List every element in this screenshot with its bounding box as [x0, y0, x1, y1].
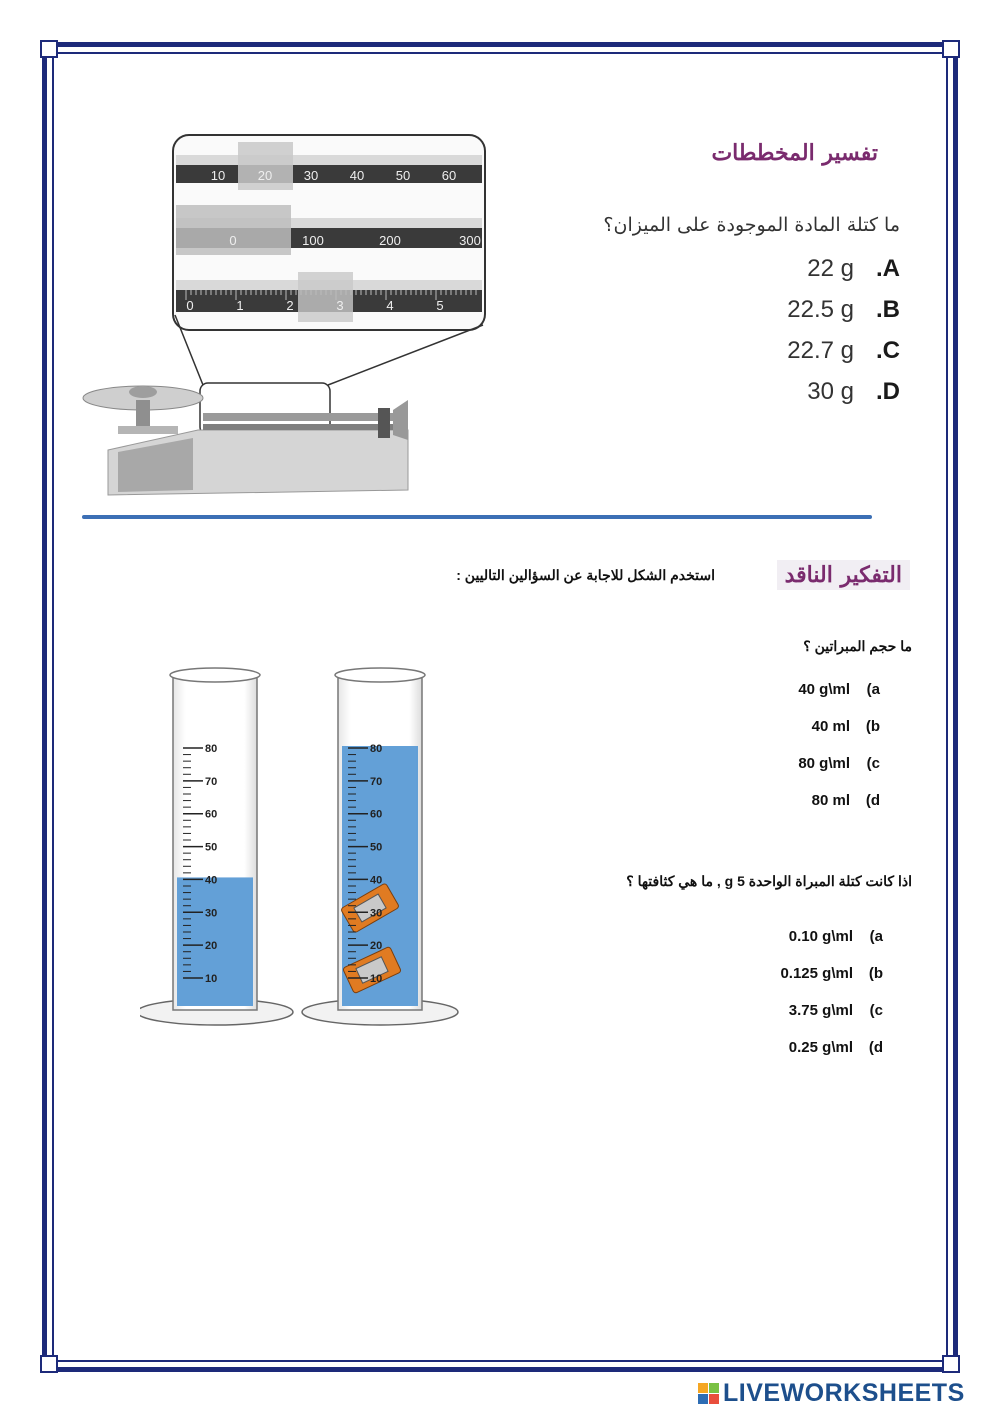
liveworksheets-footer[interactable] — [698, 1378, 965, 1408]
beam3-label: 1 — [236, 298, 244, 313]
beam2-label: 0 — [229, 233, 237, 248]
option-value: 0.10 g\ml — [788, 928, 853, 945]
border-corner-tl — [40, 40, 58, 58]
q2-option-d[interactable] — [789, 1039, 883, 1056]
border-corner-tr — [942, 40, 960, 58]
q2-option-b[interactable] — [780, 965, 883, 982]
option-letter: (b — [868, 965, 883, 982]
option-value: 80 ml — [811, 792, 850, 809]
beam1-label: 20 — [257, 168, 273, 183]
option-letter: .B — [876, 296, 900, 323]
beam3-label: 2 — [286, 298, 294, 313]
option-letter: .C — [876, 337, 900, 364]
cylinder-mark-label: 30 — [205, 907, 218, 920]
beam1-label: 60 — [441, 168, 457, 183]
cylinder-mark-label: 20 — [205, 940, 218, 953]
cylinder-mark-label: 50 — [205, 841, 218, 854]
beam2-label: 300 — [459, 233, 481, 248]
option-letter: .A — [876, 255, 900, 282]
option-letter: (d — [868, 1039, 883, 1056]
beam2-label: 200 — [379, 233, 401, 248]
option-value: 0.25 g\ml — [788, 1039, 853, 1056]
question-sharpener-density: اذا كانت كتلة المبراة الواحدة 5 g , ما هي كثافتها ؟ — [626, 873, 912, 889]
beam1-label: 10 — [210, 168, 226, 183]
option-b[interactable] — [744, 296, 900, 324]
option-value: 40 ml — [811, 718, 850, 735]
cylinder-mark-label: 10 — [370, 973, 383, 985]
beam3-label: 3 — [336, 298, 344, 313]
q2-option-a[interactable] — [789, 928, 883, 945]
border-corner-bl — [40, 1355, 58, 1373]
cylinder-mark-label: 30 — [370, 907, 383, 920]
q2-option-c[interactable] — [789, 1002, 883, 1019]
cylinder-mark-label: 10 — [205, 973, 218, 985]
q1-option-d[interactable] — [812, 792, 880, 809]
option-a[interactable] — [744, 255, 900, 283]
beam2-label: 100 — [302, 233, 324, 248]
option-letter: (b — [865, 718, 880, 735]
q1-option-b[interactable] — [812, 718, 880, 735]
option-letter: (d — [865, 792, 880, 809]
beam3-label: 0 — [186, 298, 194, 313]
cylinder-mark-label: 80 — [205, 743, 218, 755]
q1-option-c[interactable] — [798, 755, 880, 772]
brand-name: LIVEWORKSHEETS — [723, 1378, 965, 1407]
beam1-label: 40 — [349, 168, 365, 183]
cylinder-mark-label: 80 — [370, 743, 383, 755]
cylinder-mark-label: 40 — [205, 874, 218, 887]
option-value: 3.75 g\ml — [788, 1002, 853, 1019]
option-value: 0.125 g\ml — [780, 965, 853, 982]
option-value: 22 g — [807, 255, 854, 282]
cylinder-mark-label: 70 — [205, 775, 218, 788]
cylinder-rim — [335, 668, 425, 682]
option-value: 80 g\ml — [798, 755, 850, 772]
instructions-text: استخدم الشكل للاجابة عن السؤالين التاليين : — [456, 567, 715, 583]
option-letter: (c — [869, 1002, 883, 1019]
section-divider — [82, 515, 872, 519]
section-title-critical-thinking: التفكير الناقد — [777, 560, 910, 590]
beam1-label: 30 — [303, 168, 319, 183]
option-letter: (c — [866, 755, 880, 772]
option-d[interactable] — [744, 378, 900, 406]
beam3-label: 4 — [386, 298, 394, 313]
cylinder-rim — [170, 668, 260, 682]
cylinder-mark-label: 70 — [370, 775, 383, 788]
question-balance-mass: ما كتلة المادة الموجودة على الميزان؟ — [603, 214, 900, 236]
cylinder-mark-label: 20 — [370, 940, 383, 953]
option-value: 30 g — [807, 378, 854, 405]
option-c[interactable] — [744, 337, 900, 365]
cylinder-mark-label: 60 — [205, 808, 218, 821]
question-sharpeners-volume: ما حجم المبراتين ؟ — [803, 638, 912, 654]
option-letter: (a — [869, 928, 883, 945]
beam1-label: 50 — [395, 168, 411, 183]
triple-beam-balance-illustration — [78, 130, 498, 505]
option-letter: .D — [876, 378, 900, 405]
cylinder-mark-label: 40 — [370, 874, 383, 887]
option-value: 22.5 g — [787, 296, 854, 323]
cylinder-mark-label: 60 — [370, 808, 383, 821]
border-corner-br — [942, 1355, 960, 1373]
q1-option-a[interactable] — [798, 681, 880, 698]
liveworksheets-logo-icon — [698, 1383, 719, 1404]
option-letter: (a — [866, 681, 880, 698]
option-value: 40 g\ml — [798, 681, 850, 698]
beam3-label: 5 — [436, 298, 444, 313]
option-value: 22.7 g — [787, 337, 854, 364]
graduated-cylinders-illustration — [140, 660, 460, 1035]
cylinder-mark-label: 50 — [370, 841, 383, 854]
section-title-interpret-diagrams: تفسير المخططات — [711, 140, 878, 166]
